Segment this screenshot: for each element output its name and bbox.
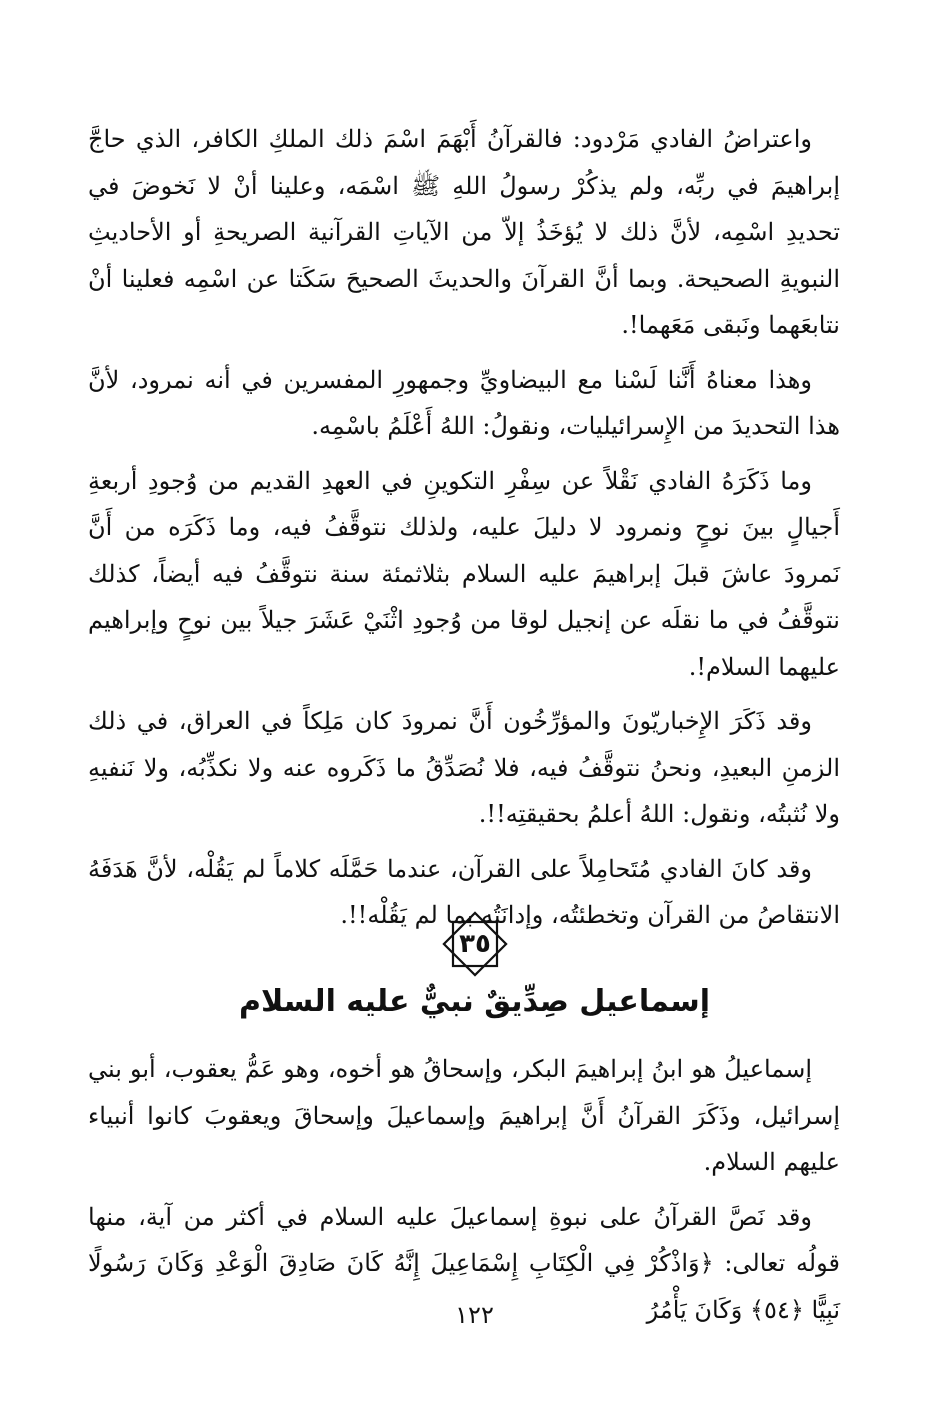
chapter-title: إسماعيل صِدِّيقٌ نبيٌّ عليه السلام xyxy=(239,984,710,1019)
paragraph: إسماعيلُ هو ابنُ إبراهيمَ البكر، وإسحاقُ هو أخوه، وهو عَمُّ يعقوب، أبو بني إسرائيل، وذَكَرَ القرآنُ أَنَّ إبراهيمَ وإسماعيلَ وإسحاقَ ويعقوبَ كانوا أنبياء عليهم السلام. xyxy=(88,1055,840,1176)
text-section-1 xyxy=(88,116,840,939)
paragraph: وقد نَصَّ القرآنُ على نبوةِ إسماعيلَ عليه السلام في أكثر من آية، منها قولُه تعالى: ﴿وَاذْكُرْ فِي الْكِتَابِ إِسْمَاعِيلَ إِنَّهُ كَانَ صَادِقَ الْوَعْدِ وَكَانَ رَسُولًا نَبِيًّا ﴿٥٤﴾ وَكَانَ يَأْمُرُ xyxy=(88,1202,840,1324)
page-number: ١٢٢ xyxy=(455,1301,494,1329)
paragraph: وقد ذَكَرَ الإِخباريّونَ والمؤرِّخُون أَنَّ نمرودَ كان مَلِكاً في العراق، في ذلك الزمنِ البعيدِ، ونحنُ نتوقَّفُ فيه، فلا نُصَدِّقُ ما ذَكَروه عنه ولا نكذِّبُه، ولا نَنفيهِ ولا نُثبتُه، ونقول: اللهُ أعلمُ بحقيقتِه!!. xyxy=(88,707,840,828)
paragraph: وقد كانَ الفادي مُتَحامِلاً على القرآن، عندما حَمَّلَه كلاماً لم يَقُلْه، لأنَّ هَدَفَهُ الانتقاصُ من القرآن وتخطئتُه، وإدانَتُه بما لم يَقُلْه!!. xyxy=(88,854,840,929)
paragraph: وهذا معناهُ أَنَّنا لَسْنا مع البيضاويِّ وجمهورِ المفسرين في أنه نمرود، لأنَّ هذا التحديدَ من الإِسرائيليات، ونقولُ: اللهُ أَعْلَمُ باسْمِه. xyxy=(88,365,840,440)
paragraph: واعتراضُ الفادي مَرْدود: فالقرآنُ أَبْهَمَ اسْمَ ذلك الملكِ الكافر، الذي حاجَّ إبراهيمَ في ربِّه، ولم يذكُرْ رسولُ اللهِ ﷺ اسْمَه، وعلينا أنْ لا نَخوضَ في تحديدِ اسْمِه، لأنَّ ذلك لا يُؤخَذُ إلاّ من الآياتِ القرآنية الصريحةِ أو الأحاديثِ النبويةِ الصحيحة. وبما أنَّ القرآنَ والحديثَ الصحيحَ سَكَتا عن اسْمِه فعلينا أنْ نتابعَهما ونَبقى مَعَهما!. xyxy=(88,125,841,339)
paragraph: وما ذَكَرَهُ الفادي نَقْلاً عن سِفْرِ التكوينِ في العهدِ القديم من وُجودِ أربعةِ أَجيالٍ بينَ نوحٍ ونمرود لا دليلَ عليه، ولذلك نتوقَّفُ فيه، وما ذَكَرَه من أَنَّ نَمرودَ عاشَ قبلَ إبراهيمَ عليه السلام بثلاثمئة سنة نتوقَّفُ فيه أيضاً، كذلك نتوقَّفُ في ما نقلَه عن إنجيل لوقا من وُجودِ اثْنَيْ عَشَرَ جيلاً بين نوحٍ وإبراهيم عليهما السلام!. xyxy=(88,466,840,681)
chapter-heading xyxy=(0,908,949,1028)
chapter-number: ٣٥ xyxy=(459,929,491,959)
text-section-2 xyxy=(88,1046,840,1333)
